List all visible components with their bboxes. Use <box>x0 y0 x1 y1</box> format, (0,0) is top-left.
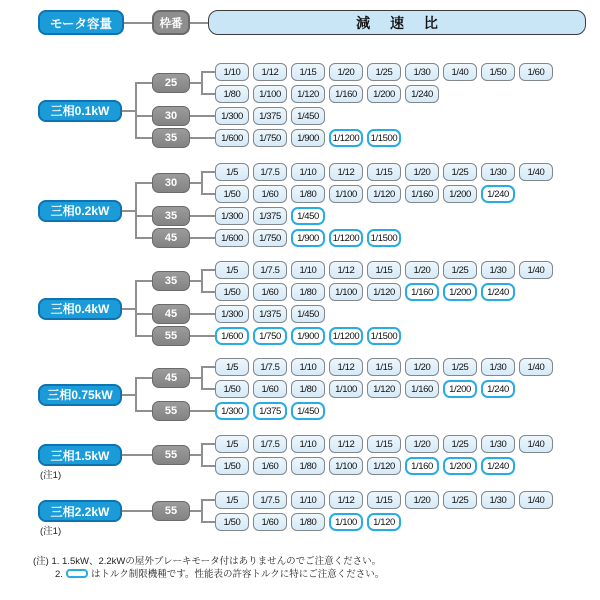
frame-number-badge: 55 <box>152 445 190 465</box>
connector-line <box>202 388 215 390</box>
ratio-cell: 1/25 <box>443 261 477 279</box>
ratio-cell: 1/80 <box>215 85 249 103</box>
ratio-cell: 1/15 <box>367 491 401 509</box>
ratio-cell: 1/25 <box>443 491 477 509</box>
connector-line <box>124 22 152 24</box>
footnote-2 <box>33 568 384 581</box>
connector-line <box>201 171 203 195</box>
ratio-cell: 1/7.5 <box>253 163 287 181</box>
ratio-cell: 1/50 <box>215 457 249 475</box>
ratio-cell: 1/200 <box>443 380 477 398</box>
connector-line <box>202 291 215 293</box>
ratio-cell: 1/600 <box>215 327 249 345</box>
ratio-cell: 1/1500 <box>367 129 401 147</box>
ratio-cell: 1/1200 <box>329 129 363 147</box>
ratio-cell: 1/60 <box>253 457 287 475</box>
frame-number-badge: 35 <box>152 271 190 291</box>
ratio-cell: 1/200 <box>443 185 477 203</box>
connector-line <box>190 115 215 117</box>
connector-line <box>202 93 215 95</box>
connector-line <box>136 215 152 217</box>
ratio-cell: 1/240 <box>481 283 515 301</box>
connector-line <box>122 110 136 112</box>
ratio-cell: 1/20 <box>405 435 439 453</box>
ratio-cell: 1/25 <box>443 358 477 376</box>
ratio-cell: 1/40 <box>519 435 553 453</box>
footnote-1 <box>33 555 384 568</box>
ratio-cell: 1/60 <box>253 513 287 531</box>
connector-line <box>201 499 203 523</box>
footnote-2-text: はトルク制限機種です。性能表の許容トルクに特にご注意ください。 <box>90 569 385 580</box>
connector-line <box>136 237 152 239</box>
motor-capacity-badge: 三相0.75kW <box>38 384 122 406</box>
frame-number-badge: 45 <box>152 228 190 248</box>
ratio-cell: 1/7.5 <box>253 435 287 453</box>
ratio-cell: 1/7.5 <box>253 491 287 509</box>
ratio-cell: 1/1500 <box>367 229 401 247</box>
ratio-cell: 1/40 <box>519 491 553 509</box>
connector-line <box>201 269 203 293</box>
ratio-cell: 1/25 <box>443 435 477 453</box>
ratio-cell: 1/375 <box>253 107 287 125</box>
ratio-cell: 1/50 <box>215 380 249 398</box>
ratio-cell: 1/240 <box>481 457 515 475</box>
ratio-cell: 1/100 <box>329 380 363 398</box>
ratio-cell: 1/100 <box>329 283 363 301</box>
ratio-cell: 1/200 <box>443 457 477 475</box>
ratio-cell: 1/80 <box>291 283 325 301</box>
ratio-cell: 1/10 <box>291 261 325 279</box>
ratio-cell: 1/80 <box>291 513 325 531</box>
ratio-cell: 1/120 <box>291 85 325 103</box>
ratio-cell: 1/12 <box>329 491 363 509</box>
motor-note-label: (注1) <box>40 526 62 537</box>
ratio-cell: 1/100 <box>329 513 363 531</box>
frame-number-badge: 55 <box>152 326 190 346</box>
footnote-1-text: 1. 1.5kW、2.2kWの屋外ブレーキモータ付はありませんのでご注意ください。 <box>51 556 382 567</box>
ratio-cell: 1/40 <box>519 358 553 376</box>
frame-number-header: 枠番 <box>152 10 190 35</box>
ratio-cell: 1/200 <box>367 85 401 103</box>
frame-number-badge: 45 <box>152 368 190 388</box>
ratio-cell: 1/30 <box>481 163 515 181</box>
connector-line <box>202 71 215 73</box>
connector-line <box>202 499 215 501</box>
ratio-cell: 1/50 <box>215 513 249 531</box>
ratio-cell: 1/60 <box>253 283 287 301</box>
ratio-cell: 1/10 <box>291 163 325 181</box>
ratio-cell: 1/30 <box>481 491 515 509</box>
ratio-cell: 1/100 <box>329 185 363 203</box>
ratio-cell: 1/300 <box>215 107 249 125</box>
ratio-cell: 1/30 <box>481 261 515 279</box>
ratio-cell: 1/300 <box>215 305 249 323</box>
connector-line <box>201 443 203 467</box>
ratio-cell: 1/10 <box>291 435 325 453</box>
ratio-cell: 1/30 <box>405 63 439 81</box>
ratio-cell: 1/15 <box>367 163 401 181</box>
connector-line <box>136 82 152 84</box>
frame-number-badge: 35 <box>152 128 190 148</box>
connector-line <box>135 82 137 139</box>
ratio-cell: 1/160 <box>405 380 439 398</box>
motor-note-label: (注1) <box>40 470 62 481</box>
ratio-cell: 1/7.5 <box>253 358 287 376</box>
connector-line <box>136 410 152 412</box>
connector-line <box>136 115 152 117</box>
ratio-cell: 1/300 <box>215 402 249 420</box>
ratio-cell: 1/5 <box>215 261 249 279</box>
ratio-cell: 1/160 <box>405 185 439 203</box>
frame-number-badge: 25 <box>152 73 190 93</box>
ratio-cell: 1/600 <box>215 129 249 147</box>
ratio-cell: 1/50 <box>215 185 249 203</box>
ratio-cell: 1/40 <box>519 261 553 279</box>
connector-line <box>135 182 137 239</box>
ratio-cell: 1/375 <box>253 305 287 323</box>
connector-line <box>135 377 137 412</box>
ratio-cell: 1/12 <box>329 163 363 181</box>
ratio-cell: 1/750 <box>253 229 287 247</box>
ratio-cell: 1/80 <box>291 185 325 203</box>
footnote-2-number: 2. <box>55 569 63 580</box>
connector-line <box>136 313 152 315</box>
ratio-cell: 1/10 <box>215 63 249 81</box>
ratio-cell: 1/15 <box>291 63 325 81</box>
frame-number-badge: 55 <box>152 501 190 521</box>
frame-number-badge: 35 <box>152 206 190 226</box>
motor-capacity-badge: 三相2.2kW <box>38 500 122 522</box>
ratio-cell: 1/120 <box>367 513 401 531</box>
connector-line <box>202 465 215 467</box>
motor-capacity-header: モータ容量 <box>38 10 124 35</box>
ratio-cell: 1/375 <box>253 207 287 225</box>
ratio-cell: 1/450 <box>291 305 325 323</box>
connector-line <box>202 269 215 271</box>
connector-line <box>190 22 208 24</box>
connector-line <box>202 443 215 445</box>
footnote-prefix: (注) <box>33 556 49 567</box>
ratio-cell: 1/900 <box>291 129 325 147</box>
connector-line <box>136 182 152 184</box>
ratio-cell: 1/120 <box>367 457 401 475</box>
ratio-cell: 1/1200 <box>329 327 363 345</box>
ratio-cell: 1/450 <box>291 402 325 420</box>
connector-line <box>190 137 215 139</box>
connector-line <box>201 71 203 95</box>
ratio-cell: 1/200 <box>443 283 477 301</box>
frame-number-badge: 30 <box>152 106 190 126</box>
ratio-cell: 1/80 <box>291 457 325 475</box>
connector-line <box>190 237 215 239</box>
frame-number-badge: 55 <box>152 401 190 421</box>
ratio-cell: 1/450 <box>291 207 325 225</box>
ratio-cell: 1/1200 <box>329 229 363 247</box>
ratio-cell: 1/20 <box>329 63 363 81</box>
ratio-cell: 1/1500 <box>367 327 401 345</box>
connector-line <box>202 366 215 368</box>
connector-line <box>122 394 136 396</box>
motor-capacity-badge: 三相1.5kW <box>38 444 122 466</box>
connector-line <box>190 410 215 412</box>
ratio-cell: 1/40 <box>443 63 477 81</box>
ratio-cell: 1/30 <box>481 435 515 453</box>
ratio-cell: 1/160 <box>405 283 439 301</box>
connector-line <box>190 215 215 217</box>
connector-line <box>202 521 215 523</box>
connector-line <box>122 454 136 456</box>
ratio-cell: 1/60 <box>519 63 553 81</box>
connector-line <box>136 377 152 379</box>
connector-line <box>135 280 137 337</box>
frame-number-badge: 30 <box>152 173 190 193</box>
ratio-cell: 1/375 <box>253 402 287 420</box>
ratio-cell: 1/900 <box>291 327 325 345</box>
ratio-cell: 1/60 <box>253 185 287 203</box>
ratio-cell: 1/300 <box>215 207 249 225</box>
connector-line <box>190 335 215 337</box>
ratio-cell: 1/900 <box>291 229 325 247</box>
ratio-cell: 1/15 <box>367 358 401 376</box>
ratio-cell: 1/12 <box>329 261 363 279</box>
footnotes <box>33 555 384 581</box>
ratio-cell: 1/100 <box>329 457 363 475</box>
ratio-cell: 1/450 <box>291 107 325 125</box>
ratio-cell: 1/240 <box>481 185 515 203</box>
connector-line <box>190 313 215 315</box>
motor-capacity-badge: 三相0.1kW <box>38 100 122 122</box>
ratio-cell: 1/20 <box>405 358 439 376</box>
ratio-cell: 1/10 <box>291 491 325 509</box>
ratio-cell: 1/5 <box>215 358 249 376</box>
reduction-ratio-header: 減 速 比 <box>208 10 586 35</box>
ratio-cell: 1/160 <box>329 85 363 103</box>
connector-line <box>122 510 136 512</box>
connector-line <box>136 280 152 282</box>
connector-line <box>136 137 152 139</box>
ratio-cell: 1/240 <box>481 380 515 398</box>
ratio-cell: 1/12 <box>253 63 287 81</box>
motor-capacity-badge: 三相0.4kW <box>38 298 122 320</box>
ratio-cell: 1/5 <box>215 163 249 181</box>
ratio-cell: 1/240 <box>405 85 439 103</box>
torque-limit-legend-box <box>66 569 88 578</box>
connector-line <box>201 366 203 390</box>
connector-line <box>122 210 136 212</box>
motor-capacity-badge: 三相0.2kW <box>38 200 122 222</box>
ratio-cell: 1/750 <box>253 327 287 345</box>
ratio-cell: 1/50 <box>215 283 249 301</box>
connector-line <box>136 510 152 512</box>
ratio-cell: 1/50 <box>481 63 515 81</box>
ratio-cell: 1/20 <box>405 261 439 279</box>
ratio-cell: 1/120 <box>367 380 401 398</box>
connector-line <box>202 171 215 173</box>
ratio-cell: 1/40 <box>519 163 553 181</box>
ratio-cell: 1/60 <box>253 380 287 398</box>
ratio-cell: 1/750 <box>253 129 287 147</box>
ratio-cell: 1/120 <box>367 283 401 301</box>
ratio-cell: 1/25 <box>367 63 401 81</box>
ratio-cell: 1/12 <box>329 358 363 376</box>
ratio-cell: 1/25 <box>443 163 477 181</box>
ratio-cell: 1/12 <box>329 435 363 453</box>
ratio-cell: 1/10 <box>291 358 325 376</box>
ratio-cell: 1/15 <box>367 435 401 453</box>
ratio-cell: 1/100 <box>253 85 287 103</box>
ratio-cell: 1/7.5 <box>253 261 287 279</box>
frame-number-badge: 45 <box>152 304 190 324</box>
ratio-cell: 1/5 <box>215 491 249 509</box>
connector-line <box>136 335 152 337</box>
connector-line <box>202 193 215 195</box>
ratio-cell: 1/20 <box>405 163 439 181</box>
ratio-cell: 1/5 <box>215 435 249 453</box>
connector-line <box>122 308 136 310</box>
ratio-cell: 1/120 <box>367 185 401 203</box>
ratio-cell: 1/15 <box>367 261 401 279</box>
ratio-cell: 1/20 <box>405 491 439 509</box>
ratio-cell: 1/160 <box>405 457 439 475</box>
connector-line <box>136 454 152 456</box>
ratio-cell: 1/600 <box>215 229 249 247</box>
ratio-cell: 1/80 <box>291 380 325 398</box>
ratio-cell: 1/30 <box>481 358 515 376</box>
